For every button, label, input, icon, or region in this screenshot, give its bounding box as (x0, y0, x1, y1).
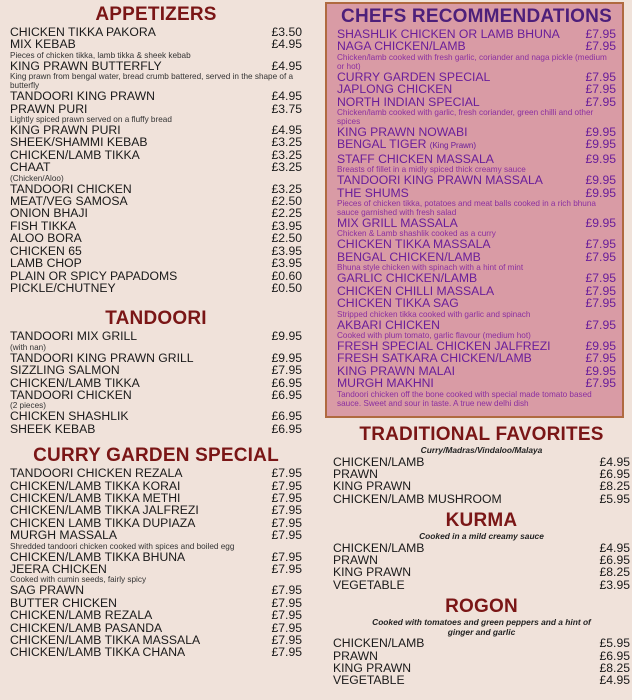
section-title: TRADITIONAL FAVORITES (359, 424, 604, 445)
item-name-text: KING PRAWN MALAI (337, 363, 456, 378)
item-name-text: KING PRAWN NOWABI (337, 125, 468, 140)
item-description: (2 pieces) (10, 401, 46, 411)
item-name-text: CHAAT (10, 160, 51, 175)
menu-item (10, 38, 302, 50)
item-price: £3.95 (271, 218, 302, 233)
right-column (325, 424, 630, 687)
item-name-text: CHICKEN 65 (10, 243, 82, 258)
item-name-text: TANDOORI MIX GRILL (10, 329, 138, 344)
item-name-text: CHICKEN/LAMB (333, 454, 425, 469)
item-name-text: SHEEK KEBAB (10, 421, 96, 436)
item-name (333, 579, 405, 591)
item-name-text: PRAWN (333, 466, 378, 481)
tandoori-section (10, 308, 302, 435)
item-price: £7.95 (271, 528, 302, 543)
item-name-text: VEGETABLE (333, 577, 405, 592)
item-list (10, 330, 302, 435)
item-price: £7.95 (271, 363, 302, 378)
item-name (337, 297, 459, 309)
item-name-text: MEAT/VEG SAMOSA (10, 194, 128, 209)
item-name-text: ALOO BORA (10, 231, 82, 246)
item-price: £7.95 (585, 317, 616, 332)
item-name-text: FRESH SPECIAL CHICKEN JALFREZI (337, 338, 551, 353)
item-price: £5.95 (599, 636, 630, 651)
item-name-text: JAPLONG CHICKEN (337, 82, 453, 97)
menu-item (337, 96, 616, 108)
item-price: £4.95 (271, 58, 302, 73)
item-price: £9.95 (271, 329, 302, 344)
rogon-section (325, 596, 630, 687)
item-name-text: TANDOORI KING PRAWN (10, 89, 155, 104)
menu-item (10, 149, 302, 161)
item-name-text: SHASHLIK CHICKEN OR LAMB BHUNA (337, 27, 560, 41)
item-name-text: TANDOORI CHICKEN (10, 181, 132, 196)
item-price: £6.95 (271, 375, 302, 390)
item-price: £7.95 (271, 645, 302, 660)
item-price: £9.95 (585, 151, 616, 166)
item-price: £7.95 (585, 94, 616, 109)
item-name-text: PLAIN OR SPICY PAPADOMS (10, 268, 178, 283)
item-description: Pieces of chicken tikka, potatoes and meat balls cooked in a rich bhuna sauce garnished with fresh salad (337, 199, 596, 218)
item-price: £9.95 (585, 363, 616, 378)
item-price: £3.50 (271, 25, 302, 39)
item-price: £7.95 (585, 82, 616, 97)
item-name-text: CHICKEN/LAMB (333, 540, 425, 555)
item-name-text: AKBARI CHICKEN (337, 317, 440, 332)
item-list (333, 456, 630, 506)
item-description: Chicken & Lamb shashlik cooked as a curry (337, 229, 496, 239)
item-name-text: BENGAL TIGER (337, 137, 427, 152)
item-description: (Chicken/Aloo) (10, 173, 64, 183)
item-list (10, 26, 302, 294)
kurma-section (325, 510, 630, 591)
item-price: £7.95 (271, 595, 302, 610)
menu-item (333, 579, 630, 591)
item-price: £3.25 (271, 135, 302, 150)
item-price: £7.95 (271, 583, 302, 598)
item-price: £7.95 (585, 351, 616, 366)
item-name-text: KING PRAWN (333, 661, 412, 676)
item-name-text: THE SHUMS (337, 185, 409, 200)
item-name (10, 529, 117, 541)
item-name (337, 319, 440, 331)
item-price: £7.95 (585, 296, 616, 311)
item-price: £9.95 (585, 173, 616, 188)
item-price: £7.95 (271, 620, 302, 635)
item-name-text: STAFF CHICKEN MASSALA (337, 151, 494, 166)
item-price: £9.95 (271, 350, 302, 365)
section-title: TANDOORI (105, 308, 207, 330)
item-name-text: KING PRAWN BUTTERFLY (10, 58, 162, 73)
menu-item (10, 646, 302, 658)
item-name-text: BUTTER CHICKEN (10, 595, 117, 610)
traditional-section (325, 424, 630, 505)
item-name (10, 646, 185, 658)
item-name-text: GARLIC CHICKEN/LAMB (337, 271, 478, 286)
item-price: £4.95 (599, 673, 630, 688)
item-name-text: CHICKEN LAMB TIKKA DUPIAZA (10, 515, 196, 530)
menu-item (10, 282, 302, 294)
item-name-text: PRAWN (333, 553, 378, 568)
item-name-text: CURRY GARDEN SPECIAL (337, 69, 491, 84)
item-description: Breasts of fillet in a midly spiced thick creamy sauce (337, 165, 526, 175)
item-price: £3.25 (271, 160, 302, 175)
item-price: £0.50 (271, 280, 302, 295)
section-title: APPETIZERS (95, 4, 217, 25)
item-price: £6.95 (271, 421, 302, 436)
item-name-text: CHICKEN/LAMB MUSHROOM (333, 491, 502, 506)
section-subtitle: Cooked with tomatoes and green peppers and a hint of ginger and garlic (372, 617, 591, 637)
item-description: Lightly spiced prawn served on a fluffy bread (10, 115, 172, 125)
menu-item (10, 103, 302, 115)
menu-item (333, 674, 630, 686)
appetizers-section (10, 4, 302, 294)
item-name-text: CHICKEN SHASHLIK (10, 409, 129, 424)
item-price: £2.25 (271, 206, 302, 221)
item-name-text: FRESH SATKARA CHICKEN/LAMB (337, 351, 532, 366)
item-list (333, 637, 630, 687)
item-name-text: CHICKEN CHILLI MASSALA (337, 283, 495, 298)
item-name (333, 493, 502, 505)
chefs-recommendations-box (325, 2, 624, 418)
menu-item (337, 251, 616, 263)
item-price: £3.95 (271, 243, 302, 258)
item-price: £7.95 (585, 376, 616, 391)
item-price: £6.95 (271, 387, 302, 402)
item-name (10, 103, 87, 115)
item-description: Cooked with cumin seeds, fairly spicy (10, 575, 147, 585)
item-name (10, 161, 50, 173)
item-name-text: SAG PRAWN (10, 583, 85, 598)
item-price: £7.95 (271, 549, 302, 564)
item-price: £6.95 (599, 466, 630, 481)
item-name-text: TANDOORI CHICKEN REZALA (10, 466, 183, 481)
item-description: Stripped chicken tikka cooked with garlic and spinach (337, 309, 531, 319)
menu-item (10, 60, 302, 72)
item-price: £7.95 (585, 249, 616, 264)
menu-item (337, 217, 616, 229)
item-price: £4.95 (599, 454, 630, 469)
item-name-text: CHICKEN/LAMB TIKKA CHANA (10, 645, 186, 660)
item-name (10, 330, 137, 342)
item-price: £7.95 (271, 608, 302, 623)
item-name-text: BENGAL CHICKEN/LAMB (337, 249, 481, 264)
item-description: Chicken/lamb cooked with fresh garlic, coriander and naga pickle (medium or hot) (337, 52, 607, 71)
item-price: £2.50 (271, 231, 302, 246)
item-name-text: CHICKEN/LAMB PASANDA (10, 620, 163, 635)
item-name (337, 138, 476, 152)
menu-item (10, 423, 302, 435)
item-price: £4.95 (271, 123, 302, 138)
item-name (337, 377, 434, 389)
item-price: £7.95 (585, 27, 616, 41)
item-name (337, 217, 458, 229)
item-name-text: KING PRAWN (333, 565, 412, 580)
item-name-text: MURGH MASSALA (10, 528, 117, 543)
item-name-text: CHICKEN/LAMB TIKKA (10, 375, 140, 390)
item-name-text: KING PRAWN PURI (10, 123, 121, 138)
item-price: £3.95 (271, 256, 302, 271)
item-name-text: CHICKEN/LAMB TIKKA (10, 147, 140, 162)
item-name-text: CHICKEN TIKKA SAG (337, 296, 459, 311)
item-price: £8.25 (599, 565, 630, 580)
item-price: £2.50 (271, 194, 302, 209)
item-price: £7.95 (585, 271, 616, 286)
item-price: £7.95 (271, 490, 302, 505)
item-name-text: VEGETABLE (333, 673, 405, 688)
item-name-text: PRAWN (333, 648, 378, 663)
item-name-text: PICKLE/CHUTNEY (10, 280, 116, 295)
item-price: £3.25 (271, 181, 302, 196)
menu-item (337, 319, 616, 331)
item-description: Bhuna style chicken with spinach with a hint of mint (337, 263, 524, 273)
section-title: CHEFS RECOMMENDATIONS (341, 6, 612, 27)
menu-item (333, 493, 630, 505)
item-name (10, 423, 95, 435)
item-price: £3.25 (271, 147, 302, 162)
item-name (337, 96, 480, 108)
item-name-text: NORTH INDIAN SPECIAL (337, 94, 480, 109)
section-subtitle: Curry/Madras/Vindaloo/Malaya (420, 445, 543, 455)
item-price: £6.95 (271, 409, 302, 424)
item-price: £9.95 (585, 137, 616, 152)
item-name-text: TANDOORI CHICKEN (10, 387, 132, 402)
item-price: £9.95 (585, 185, 616, 200)
item-price: £7.95 (585, 283, 616, 298)
item-price: £7.95 (585, 69, 616, 84)
left-column (10, 0, 302, 659)
item-name-text: CHICKEN/LAMB TIKKA METHI (10, 490, 181, 505)
item-price: £4.95 (271, 89, 302, 104)
item-name (337, 187, 409, 199)
item-price: £7.95 (271, 466, 302, 481)
item-name (337, 251, 481, 263)
item-name-text: MIX KEBAB (10, 37, 76, 52)
item-name-text: JEERA CHICKEN (10, 562, 107, 576)
item-name (10, 389, 132, 401)
item-name-text: NAGA CHICKEN/LAMB (337, 39, 466, 54)
item-name-text: FISH TIKKA (10, 218, 77, 233)
item-price: £4.95 (271, 37, 302, 52)
item-description: (with nan) (10, 342, 46, 352)
item-name (333, 674, 405, 686)
menu-item (10, 161, 302, 173)
item-description: Shredded tandoori chicken cooked with spices and boiled egg (10, 541, 235, 551)
item-price: £9.95 (585, 338, 616, 353)
item-price: £6.95 (599, 553, 630, 568)
item-price: £3.75 (271, 101, 302, 116)
item-description: King prawn from bengal water, bread crumb battered, served in the shape of a butterfly (10, 72, 294, 91)
item-name-text: LAMB CHOP (10, 256, 82, 271)
item-subnote: (King Prawn) (429, 141, 477, 151)
section-title: ROGON (445, 596, 518, 618)
item-price: £9.95 (585, 216, 616, 231)
item-name-text: MIX GRILL MASSALA (337, 216, 458, 231)
menu-item (10, 563, 302, 575)
item-list (333, 542, 630, 592)
item-name-text: CHICKEN/LAMB (333, 636, 425, 651)
item-description: Tandoori chicken off the bone cooked with special made tomato based sauce. Sweet and sour in taste. A true new delhi dish (337, 389, 592, 408)
item-name-text: SHEEK/SHAMMI KEBAB (10, 135, 148, 150)
item-name-text: KING PRAWN (333, 479, 412, 494)
curry-garden-section (10, 445, 302, 659)
item-name-text: MURGH MAKHNI (337, 376, 434, 391)
section-subtitle: Cooked in a mild creamy sauce (419, 531, 544, 542)
section-title: CURRY GARDEN SPECIAL (33, 445, 279, 467)
item-price: £7.95 (271, 515, 302, 530)
item-price: £7.95 (585, 39, 616, 54)
item-list (10, 467, 302, 659)
item-price: £8.25 (599, 479, 630, 494)
item-name (10, 38, 76, 50)
item-name-text: CHICKEN/LAMB TIKKA MASSALA (10, 633, 201, 648)
menu-item (337, 138, 616, 152)
item-name-text: CHICKEN TIKKA MASSALA (337, 237, 491, 252)
menu-item (337, 153, 616, 165)
item-name (337, 40, 466, 52)
item-name-text: CHICKEN/LAMB TIKKA JALFREZI (10, 503, 199, 518)
item-name (10, 563, 107, 575)
menu-item (337, 187, 616, 199)
item-name-text: SIZZLING SALMON (10, 363, 120, 378)
item-name-text: ONION BHAJI (10, 206, 88, 221)
item-price: £7.95 (585, 237, 616, 252)
item-name-text: CHICKEN/LAMB REZALA (10, 608, 153, 623)
item-price: £4.95 (599, 540, 630, 555)
menu-item (337, 377, 616, 389)
item-list (337, 28, 616, 408)
item-price: £3.95 (599, 577, 630, 592)
item-name-text: CHICKEN/LAMB TIKKA KORAI (10, 478, 181, 493)
item-price: £5.95 (599, 491, 630, 506)
item-name (10, 60, 162, 72)
item-name-text: CHICKEN TIKKA PAKORA (10, 25, 156, 39)
item-price: £7.95 (271, 478, 302, 493)
menu-item (10, 389, 302, 401)
item-price: £7.95 (271, 562, 302, 576)
item-description: Pieces of chicken tikka, lamb tikka & sheek kebab (10, 50, 191, 60)
menu-item (337, 297, 616, 309)
item-name (337, 153, 494, 165)
item-name-text: TANDOORI KING PRAWN MASSALA (337, 173, 543, 188)
item-name-text: PRAWN PURI (10, 101, 88, 116)
item-price: £9.95 (585, 125, 616, 140)
item-price: £6.95 (599, 648, 630, 663)
section-title: KURMA (445, 510, 518, 532)
item-price: £8.25 (599, 661, 630, 676)
item-name-text: CHICKEN/LAMB TIKKA BHUNA (10, 549, 186, 564)
menu-item (337, 40, 616, 52)
item-name-text: TANDOORI KING PRAWN GRILL (10, 350, 194, 365)
item-price: £0.60 (271, 268, 302, 283)
menu-item (10, 330, 302, 342)
item-price: £7.95 (271, 503, 302, 518)
item-price: £7.95 (271, 633, 302, 648)
item-name (10, 282, 116, 294)
item-description: Chicken/lamb cooked with garlic, fresh coriander, green chilli and other spices (337, 108, 594, 127)
menu-item (10, 529, 302, 541)
item-description: Cooked with plum tomato, garlic flavour (medium hot) (337, 330, 531, 340)
